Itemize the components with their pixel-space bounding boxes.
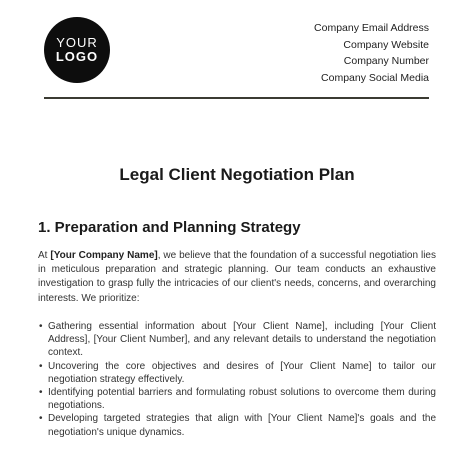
section-intro-paragraph xyxy=(38,249,436,306)
logo-line-2: LOGO xyxy=(55,49,99,64)
company-website: Company Website xyxy=(343,38,429,51)
company-contact-block xyxy=(314,20,429,86)
list-item: • Identifying potential barriers and formulating robust solutions to overcome them during negotiations. xyxy=(38,386,436,412)
logo-line-1: YOUR xyxy=(56,35,98,50)
company-number: Company Number xyxy=(343,55,429,68)
header-divider xyxy=(44,97,429,99)
section-heading: 1. Preparation and Planning Strategy xyxy=(38,219,301,236)
company-logo xyxy=(44,17,110,83)
company-social-media: Company Social Media xyxy=(321,71,429,84)
list-item: • Gathering essential information about [Your Client Name], including [Your Client Address], [Your Client Number], and any relevant details to understand the negotiation context. xyxy=(38,320,436,360)
intro-text: , we believe that the foundation of a successful negotiation lies in meticulous preparation and strategic planning. Our team conducts an exhaustive investigation to grasp fully the intricacies of our client's needs, concerns, and overarching interests. We prioritize: xyxy=(38,250,436,304)
priorities-list xyxy=(38,320,436,439)
intro-prefix: At xyxy=(38,250,51,261)
company-email: Company Email Address xyxy=(314,22,429,34)
document-title: Legal Client Negotiation Plan xyxy=(119,165,355,184)
list-item: • Uncovering the core objectives and desires of [Your Client Name] to tailor our negotiation strategy effectively. xyxy=(38,360,436,386)
intro-company-name: [Your Company Name] xyxy=(50,250,158,261)
list-item: • Developing targeted strategies that align with [Your Client Name]'s goals and the negotiation's unique dynamics. xyxy=(38,412,436,438)
